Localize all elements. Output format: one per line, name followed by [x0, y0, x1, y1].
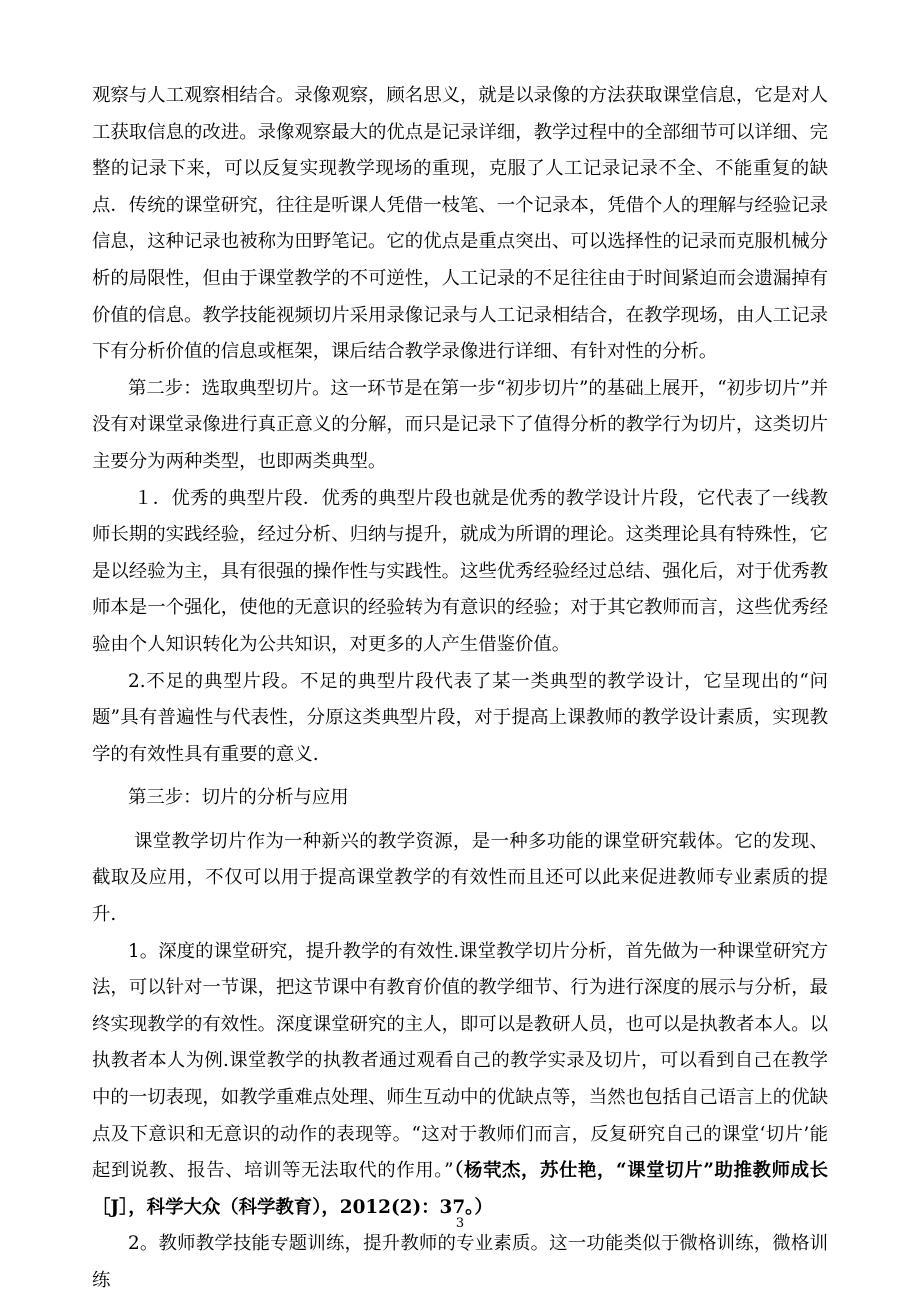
deep-research-text: 1。深度的课堂研究，提升教学的有效性.课堂教学切片分析，首先做为一种课堂研究方法，可以针对一节课，把这节课中有教育价值的教学细节、行为进行深度的展示与分析，最终实现教学的有效性。深度课堂研究的主人，即可以是教研人员，也可以是执教者本人。以执教者本人为例.课堂教学的执教者通过观看自己的教学实录及切片，可以看到自己在教学中的一切表现，如教学重难点处理、师生互动中的优缺点等，当然也包括自己语言上的优缺点及下意识和无意识的动作的表现等。“这对于教师们而言，反复研究自己的课堂‘切片’能起到说教、报告、培训等无法取代的作用。” [92, 940, 828, 1182]
paragraph-step-2: 第二步：选取典型切片。这一环节是在第一步“初步切片”的基础上展开，“初步切片”并没有对课堂录像进行真正意义的分解，而只是记录下了值得分析的教学行为切片，这类切片主要分为两种类型，也即两类典型。 [92, 377, 828, 472]
paragraph-deficient-segments: 2.不足的典型片段。不足的典型片段代表了某一类典型的教学设计，它呈现出的“问题”具有普遍性与代表性，分原这类典型片段，对于提高上课教师的教学设计素质，实现教学的有效性具有重要的意义. [92, 670, 828, 765]
paragraph-excellent-segments: １．优秀的典型片段．优秀的典型片段也就是优秀的教学设计片段，它代表了一线教师长期的实践经验，经过分析、归纳与提升，就成为所谓的理论。这类理论具有特殊性，它是以经验为主，具有很强的操作性与实践性。这些优秀经验经过总结、强化后，对于优秀教师本是一个强化，使他的无意识的经验转为有意识的经验；对于其它教师而言，这些优秀经验由个人知识转化为公共知识，对更多的人产生借鉴价值。 [92, 487, 828, 655]
page-number: 3 [455, 1216, 465, 1231]
paragraph-skill-training: 2。教师教学技能专题训练，提升教师的专业素质。这一功能类似于微格训练，微格训练 [92, 1233, 828, 1291]
paragraph-1: 观察与人工观察相结合。录像观察，顾名思义，就是以录像的方法获取课堂信息，它是对人工获取信息的改进。录像观察最大的优点是记录详细，教学过程中的全部细节可以详细、完整的记录下来，可以反复实现教学现场的重现，克服了人工记录记录不全、不能重复的缺点．传统的课堂研究，往往是听课人凭借一枝笔、一个记录本，凭借个人的理解与经验记录信息，这种记录也被称为田野笔记。它的优点是重点突出、可以选择性的记录而克服机械分析的局限性，但由于课堂教学的不可逆性，人工记录的不足往往由于时间紧迫而会遗漏掉有价值的信息。教学技能视频切片采用录像记录与人工记录相结合，在教学现场，由人工记录下有分析价值的信息或框架，课后结合教学录像进行详细、有针对性的分析。 [92, 85, 828, 363]
document-body [92, 78, 828, 1300]
paragraph-deep-research [92, 934, 828, 1227]
heading-step-3: 第三步：切片的分析与应用 [128, 787, 349, 809]
paragraph-slice-resource: 课堂教学切片作为一种新兴的教学资源，是一种多功能的课堂研究载体。它的发现、截取及应用，不仅可以用于提高课堂教学的有效性而且还可以此来促进教师专业素质的提升. [92, 830, 828, 926]
citation: （杨茕杰，苏仕艳，“课堂切片”助推教师成长［J］，科学大众（科学教育），2012(2)：37。） [92, 1160, 828, 1218]
